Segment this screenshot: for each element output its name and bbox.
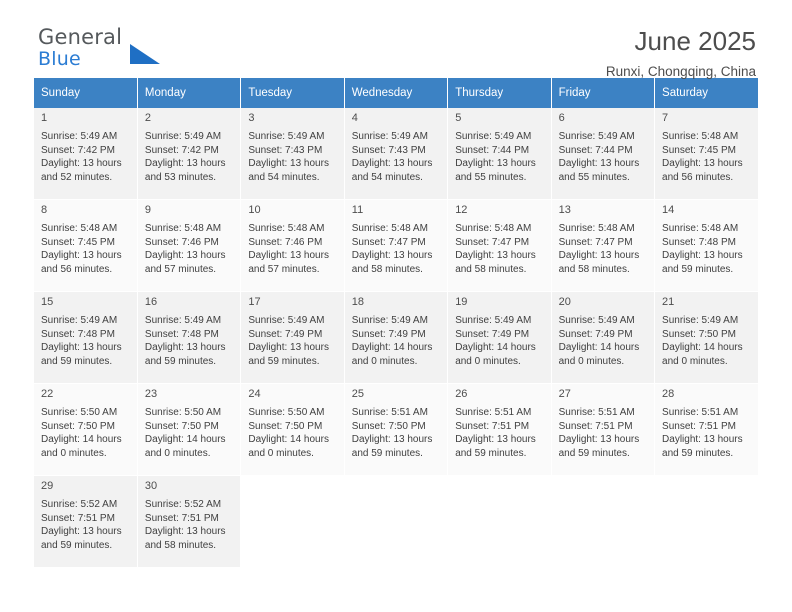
daylight-text-line2: and 59 minutes. [41,539,113,551]
day-number: 18 [351,296,365,308]
day-number: 4 [351,112,358,124]
calendar-day-cell[interactable] [241,292,344,384]
sunrise-text: Sunrise: 5:51 AM [662,407,739,418]
daylight-text-line2: and 0 minutes. [558,355,625,367]
sunset-text: Sunset: 7:50 PM [662,328,736,340]
day-number: 10 [248,204,261,216]
calendar-header-row [34,78,758,108]
daylight-text-line1: Daylight: 13 hours [41,158,122,170]
sunset-text: Sunset: 7:51 PM [558,420,633,432]
day-number: 5 [455,112,462,124]
sunrise-text: Sunrise: 5:49 AM [351,131,428,142]
daylight-text-line2: and 0 minutes. [248,447,314,459]
calendar-day-cell-empty [655,476,758,568]
sunset-text: Sunset: 7:42 PM [41,144,115,156]
sunset-text: Sunset: 7:43 PM [248,144,323,156]
daylight-text-line1: Daylight: 14 hours [41,434,122,446]
calendar-week-row [34,292,758,384]
calendar-day-cell-empty [241,476,344,568]
day-number: 15 [41,296,54,308]
sunset-text: Sunset: 7:45 PM [662,144,736,156]
sunrise-text: Sunrise: 5:52 AM [144,499,222,510]
sunrise-text: Sunrise: 5:51 AM [351,407,428,418]
sunrise-text: Sunrise: 5:49 AM [558,131,635,142]
sunrise-text: Sunrise: 5:49 AM [144,315,222,326]
sunrise-text: Sunrise: 5:52 AM [41,499,118,510]
daylight-text-line1: Daylight: 13 hours [248,250,329,262]
daylight-text-line1: Daylight: 13 hours [144,526,226,538]
daylight-text-line2: and 0 minutes. [41,447,107,459]
sunset-text: Sunset: 7:43 PM [351,144,426,156]
day-number: 29 [41,480,54,492]
day-number: 23 [144,388,158,400]
calendar-day-cell[interactable] [137,200,240,292]
calendar-day-cell-empty [448,476,551,568]
sunrise-text: Sunrise: 5:48 AM [455,223,532,234]
calendar-day-cell[interactable] [344,384,447,476]
sunset-text: Sunset: 7:50 PM [41,420,115,432]
daylight-text-line2: and 59 minutes. [41,355,113,367]
calendar-day-cell[interactable] [241,384,344,476]
calendar-day-cell[interactable] [34,476,137,568]
daylight-text-line1: Daylight: 13 hours [558,250,640,262]
daylight-text-line1: Daylight: 13 hours [41,526,122,538]
daylight-text-line2: and 0 minutes. [144,447,211,459]
day-number: 3 [248,112,255,124]
sunset-text: Sunset: 7:50 PM [351,420,426,432]
calendar-day-cell[interactable] [448,292,551,384]
daylight-text-line1: Daylight: 13 hours [455,434,536,446]
sunrise-sunset-calendar [34,78,758,568]
daylight-text-line2: and 59 minutes. [351,447,423,459]
day-number: 26 [455,388,468,400]
daylight-text-line2: and 0 minutes. [351,355,418,367]
calendar-day-cell[interactable] [137,384,240,476]
daylight-text-line2: and 59 minutes. [662,447,734,459]
calendar-body [34,108,758,568]
calendar-day-cell[interactable] [34,384,137,476]
sunrise-text: Sunrise: 5:48 AM [41,223,118,234]
calendar-week-row [34,384,758,476]
day-number: 28 [662,388,675,400]
daylight-text-line2: and 59 minutes. [455,447,527,459]
daylight-text-line2: and 58 minutes. [351,263,423,275]
daylight-text-line1: Daylight: 13 hours [41,250,122,262]
calendar-day-cell[interactable] [448,384,551,476]
weekday-header-wednesday: Wednesday [344,78,447,108]
daylight-text-line1: Daylight: 13 hours [662,434,743,446]
day-number: 20 [558,296,571,308]
day-number: 19 [455,296,468,308]
sunrise-text: Sunrise: 5:50 AM [248,407,325,418]
daylight-text-line1: Daylight: 14 hours [455,342,536,354]
daylight-text-line2: and 58 minutes. [455,263,527,275]
sunset-text: Sunset: 7:49 PM [351,328,426,340]
daylight-text-line1: Daylight: 13 hours [144,158,226,170]
calendar-day-cell[interactable] [137,292,240,384]
calendar-day-cell-empty [344,476,447,568]
sunset-text: Sunset: 7:48 PM [144,328,219,340]
calendar-day-cell[interactable] [34,292,137,384]
sunset-text: Sunset: 7:42 PM [144,144,219,156]
sunset-text: Sunset: 7:46 PM [248,236,323,248]
calendar-week-row [34,200,758,292]
sunrise-text: Sunrise: 5:49 AM [351,315,428,326]
day-number: 24 [248,388,261,400]
page-title: June 2025 [634,26,756,56]
day-number: 27 [558,388,571,400]
sunrise-text: Sunrise: 5:48 AM [662,131,739,142]
calendar-week-row [34,108,758,200]
logo-general-text: General [38,25,123,49]
daylight-text-line1: Daylight: 13 hours [455,158,536,170]
sunset-text: Sunset: 7:49 PM [558,328,633,340]
day-number: 16 [144,296,158,308]
calendar-day-cell[interactable] [241,200,344,292]
daylight-text-line2: and 58 minutes. [558,263,630,275]
sunrise-text: Sunrise: 5:50 AM [41,407,118,418]
sunrise-text: Sunrise: 5:48 AM [248,223,325,234]
sunset-text: Sunset: 7:44 PM [455,144,530,156]
sunrise-text: Sunrise: 5:49 AM [248,315,325,326]
daylight-text-line2: and 57 minutes. [144,263,217,275]
calendar-day-cell[interactable] [655,108,758,200]
calendar-day-cell[interactable] [137,476,240,568]
sunrise-text: Sunrise: 5:50 AM [144,407,222,418]
calendar-day-cell[interactable] [241,108,344,200]
weekday-header-friday: Friday [551,78,654,108]
daylight-text-line1: Daylight: 13 hours [248,342,329,354]
sunset-text: Sunset: 7:49 PM [248,328,323,340]
day-number: 21 [662,296,675,308]
daylight-text-line1: Daylight: 13 hours [351,434,433,446]
calendar-day-cell[interactable] [344,108,447,200]
daylight-text-line1: Daylight: 13 hours [41,342,122,354]
sunset-text: Sunset: 7:44 PM [558,144,633,156]
calendar-day-cell-empty [551,476,654,568]
weekday-header-saturday: Saturday [655,78,758,108]
day-number: 7 [662,112,669,124]
day-number: 11 [351,204,364,216]
day-number: 8 [41,204,48,216]
page-header [34,0,758,79]
sunrise-text: Sunrise: 5:51 AM [558,407,635,418]
sunset-text: Sunset: 7:45 PM [41,236,115,248]
daylight-text-line1: Daylight: 13 hours [662,250,743,262]
daylight-text-line1: Daylight: 14 hours [662,342,743,354]
sunrise-text: Sunrise: 5:49 AM [662,315,739,326]
sunrise-text: Sunrise: 5:49 AM [455,131,532,142]
sunset-text: Sunset: 7:47 PM [351,236,426,248]
daylight-text-line1: Daylight: 13 hours [558,158,640,170]
sunset-text: Sunset: 7:51 PM [662,420,736,432]
sunrise-text: Sunrise: 5:48 AM [558,223,635,234]
sunrise-text: Sunrise: 5:51 AM [455,407,532,418]
weekday-header-monday: Monday [137,78,240,108]
day-number: 9 [144,204,152,216]
calendar-day-cell[interactable] [551,108,654,200]
calendar-day-cell[interactable] [551,292,654,384]
daylight-text-line2: and 59 minutes. [248,355,320,367]
weekday-header-sunday: Sunday [34,78,137,108]
sunrise-text: Sunrise: 5:49 AM [144,131,222,142]
daylight-text-line1: Daylight: 13 hours [351,250,433,262]
calendar-day-cell[interactable] [344,292,447,384]
calendar-day-cell[interactable] [551,200,654,292]
calendar-day-cell[interactable] [551,384,654,476]
calendar-day-cell[interactable] [448,200,551,292]
sunset-text: Sunset: 7:48 PM [41,328,115,340]
day-number: 1 [41,112,48,124]
sunrise-text: Sunrise: 5:49 AM [41,131,118,142]
daylight-text-line2: and 54 minutes. [351,171,423,183]
sunset-text: Sunset: 7:51 PM [41,512,115,524]
calendar-day-cell[interactable] [448,108,551,200]
location-label: Runxi, Chongqing, China [605,64,756,79]
sunrise-text: Sunrise: 5:48 AM [144,223,222,234]
daylight-text-line1: Daylight: 14 hours [144,434,226,446]
weekday-header-thursday: Thursday [448,78,551,108]
daylight-text-line1: Daylight: 13 hours [248,158,329,170]
daylight-text-line1: Daylight: 13 hours [351,158,433,170]
daylight-text-line2: and 0 minutes. [455,355,521,367]
day-number: 22 [41,388,54,400]
sunset-text: Sunset: 7:48 PM [662,236,736,248]
sunrise-text: Sunrise: 5:48 AM [351,223,428,234]
daylight-text-line2: and 55 minutes. [558,171,630,183]
daylight-text-line1: Daylight: 14 hours [351,342,433,354]
daylight-text-line2: and 56 minutes. [41,263,113,275]
day-number: 12 [455,204,468,216]
daylight-text-line2: and 59 minutes. [144,355,217,367]
title-block [606,26,758,79]
calendar-day-cell[interactable] [655,200,758,292]
sunrise-text: Sunrise: 5:48 AM [662,223,739,234]
daylight-text-line2: and 58 minutes. [144,539,217,551]
sunrise-text: Sunrise: 5:49 AM [41,315,118,326]
daylight-text-line1: Daylight: 13 hours [144,250,226,262]
calendar-week-row [34,476,758,568]
daylight-text-line1: Daylight: 14 hours [248,434,329,446]
sunset-text: Sunset: 7:50 PM [144,420,219,432]
calendar-day-cell[interactable] [655,292,758,384]
sunset-text: Sunset: 7:51 PM [144,512,219,524]
daylight-text-line2: and 53 minutes. [144,171,217,183]
sunset-text: Sunset: 7:46 PM [144,236,219,248]
daylight-text-line2: and 57 minutes. [248,263,320,275]
daylight-text-line1: Daylight: 13 hours [144,342,226,354]
daylight-text-line2: and 0 minutes. [662,355,728,367]
day-number: 6 [558,112,565,124]
daylight-text-line2: and 52 minutes. [41,171,113,183]
calendar-day-cell[interactable] [34,200,137,292]
day-number: 30 [144,480,158,492]
sunrise-text: Sunrise: 5:49 AM [248,131,325,142]
sunrise-text: Sunrise: 5:49 AM [455,315,532,326]
daylight-text-line1: Daylight: 13 hours [455,250,536,262]
logo[interactable] [34,26,208,69]
calendar-day-cell[interactable] [655,384,758,476]
daylight-text-line2: and 59 minutes. [558,447,630,459]
logo-blue-text: Blue [38,48,81,70]
sunset-text: Sunset: 7:49 PM [455,328,530,340]
sunset-text: Sunset: 7:47 PM [558,236,633,248]
calendar-day-cell[interactable] [137,108,240,200]
day-number: 14 [662,204,675,216]
day-number: 17 [248,296,261,308]
daylight-text-line2: and 54 minutes. [248,171,320,183]
day-number: 25 [351,388,365,400]
weekday-header-tuesday: Tuesday [241,78,344,108]
daylight-text-line1: Daylight: 13 hours [558,434,640,446]
daylight-text-line2: and 55 minutes. [455,171,527,183]
calendar-day-cell[interactable] [34,108,137,200]
calendar-day-cell[interactable] [344,200,447,292]
daylight-text-line2: and 56 minutes. [662,171,734,183]
sunrise-text: Sunrise: 5:49 AM [558,315,635,326]
flag-icon [130,44,160,64]
sunset-text: Sunset: 7:51 PM [455,420,530,432]
day-number: 2 [144,112,152,124]
sunset-text: Sunset: 7:50 PM [248,420,323,432]
daylight-text-line1: Daylight: 14 hours [558,342,640,354]
daylight-text-line2: and 59 minutes. [662,263,734,275]
sunset-text: Sunset: 7:47 PM [455,236,530,248]
day-number: 13 [558,204,571,216]
daylight-text-line1: Daylight: 13 hours [662,158,743,170]
